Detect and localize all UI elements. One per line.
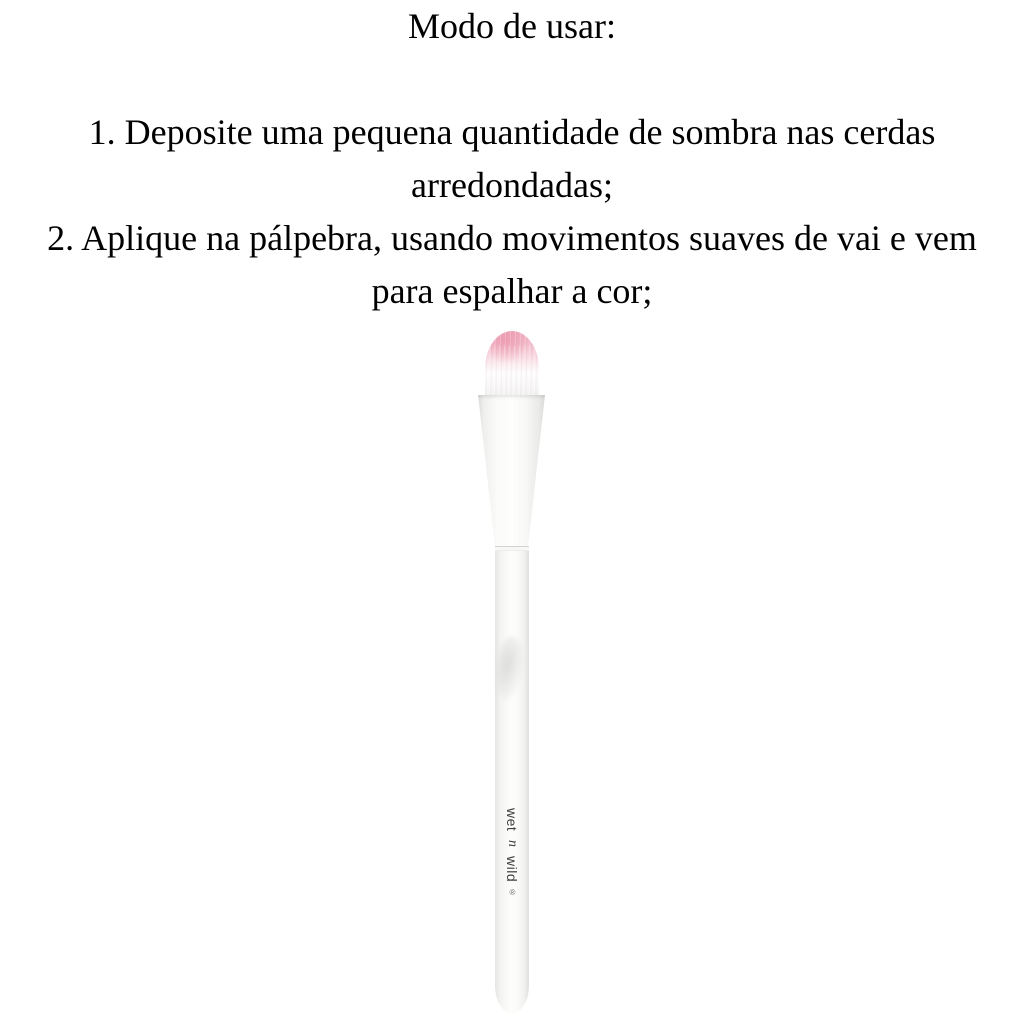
usage-instructions bbox=[0, 0, 1024, 318]
brush-bristles bbox=[485, 331, 539, 405]
thumb-indent bbox=[494, 635, 526, 703]
brush-handle bbox=[495, 546, 529, 1013]
product-image bbox=[0, 331, 1024, 1015]
brand-word-wild: wild bbox=[504, 855, 520, 882]
brand-word-n: n bbox=[505, 839, 520, 848]
brush-ferrule bbox=[477, 395, 546, 546]
eyeshadow-brush bbox=[472, 331, 552, 1015]
instruction-step-2-line-2: para espalhar a cor; bbox=[371, 271, 653, 311]
instruction-step-1-line-1: 1. Deposite uma pequena quantidade de sombra nas cerdas bbox=[88, 112, 936, 152]
section-title: Modo de usar: bbox=[408, 6, 616, 46]
instruction-step-1-line-2: arredondadas; bbox=[411, 165, 613, 205]
brand-word-wet: wet bbox=[504, 808, 520, 832]
instruction-step-2-line-1: 2. Aplique na pálpebra, usando movimentos suaves de vai e vem bbox=[47, 218, 977, 258]
ferrule-handle-seam bbox=[495, 546, 529, 551]
spacer bbox=[0, 53, 1024, 106]
brand-logo bbox=[504, 808, 520, 898]
registered-trademark-icon: ® bbox=[508, 888, 517, 898]
